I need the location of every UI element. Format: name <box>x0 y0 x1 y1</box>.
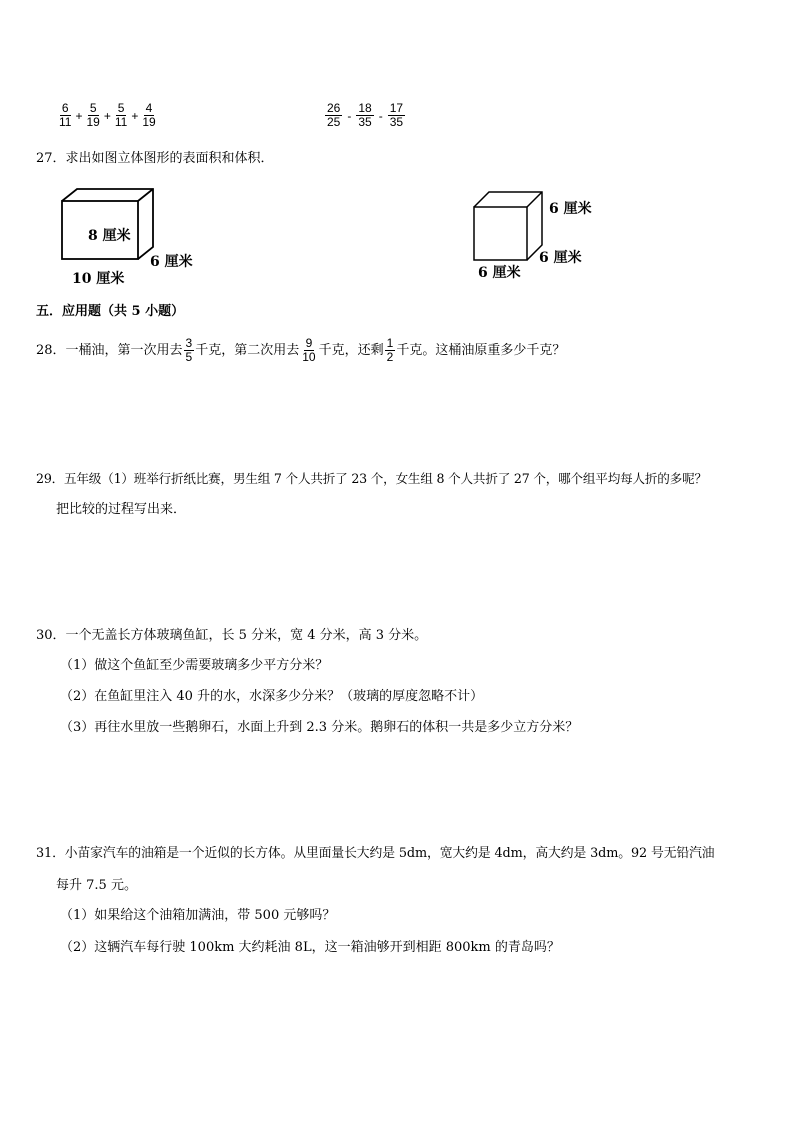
operator: + <box>103 108 111 123</box>
cuboid-1-depth-label: 6 厘米 <box>150 254 193 270</box>
cuboid-1-length-label: 10 厘米 <box>72 271 125 287</box>
question-31-sub-2: （2）这辆汽车每行驶 100km 大约耗油 8L，这一箱油够开到相距 800km 的青岛吗？ <box>60 940 560 955</box>
fraction: $\frac{6}{11}$ <box>59 101 72 129</box>
fraction: $\frac{18}{35}$ <box>358 101 372 129</box>
cube-2-length-label: 6 厘米 <box>478 265 521 281</box>
operator: - <box>347 108 352 123</box>
fraction: $\frac{5}{11}$ <box>114 101 128 129</box>
fraction: $\frac{9}{10}$ <box>302 336 316 364</box>
fraction: $\frac{5}{19}$ <box>86 101 100 129</box>
question-27: 27．求出如图立体图形的表面积和体积． <box>36 151 274 166</box>
question-31-sub-1: （1）如果给这个油箱加满油，带 500 元够吗？ <box>60 908 336 923</box>
cuboid-1-height-label: 8 厘米 <box>88 228 131 244</box>
operator: + <box>75 108 83 123</box>
question-29-line-1: 29．五年级（1）班举行折纸比赛，男生组 7 个人共折了 23 个，女生组 8 个人共折了 27 个，哪个组平均每人折的多呢？ <box>36 471 707 486</box>
fraction: $\frac{26}{25}$ <box>327 101 341 129</box>
question-31-line-1: 31．小苗家汽车的油箱是一个近似的长方体。从里面量长大约是 5dm，宽大约是 4dm，高大约是 3dm。92 号无铅汽油 <box>36 846 715 861</box>
fraction: $\frac{3}{5}$ <box>185 336 193 364</box>
question-30-sub-3: （3）再往水里放一些鹅卵石，水面上升到 2.3 分米。鹅卵石的体积一共是多少立方分米？ <box>60 720 579 735</box>
question-28: 28．一桶油，第一次用去 $\frac{3}{5}$ 千克，第二次用去 $\frac{9}{10}$ 千克，还剩 $\frac{1}{2}$ 千克。这桶油原重多少千克？ <box>36 336 566 364</box>
cuboid-figure-1 <box>0 0 794 300</box>
question-30-sub-2: （2）在鱼缸里注入 40 升的水，水深多少分米？（玻璃的厚度忽略不计） <box>60 689 484 704</box>
fraction: $\frac{17}{35}$ <box>389 101 404 129</box>
cube-2-depth-label: 6 厘米 <box>539 250 582 266</box>
question-30-sub-1: （1）做这个鱼缸至少需要玻璃多少平方分米？ <box>60 658 329 673</box>
operator: + <box>131 108 139 123</box>
cube-2-height-label: 6 厘米 <box>549 201 592 217</box>
question-30: 30．一个无盖长方体玻璃鱼缸，长 5 分米，宽 4 分米，高 3 分米。 <box>36 628 428 643</box>
question-31-line-2: 每升 7.5 元。 <box>56 878 137 893</box>
operator: - <box>378 108 383 123</box>
question-29-line-2: 把比较的过程写出来． <box>56 502 187 517</box>
fraction: $\frac{4}{19}$ <box>142 101 156 129</box>
fraction: $\frac{1}{2}$ <box>386 336 394 364</box>
section-title: 五．应用题（共 5 小题） <box>36 304 185 319</box>
